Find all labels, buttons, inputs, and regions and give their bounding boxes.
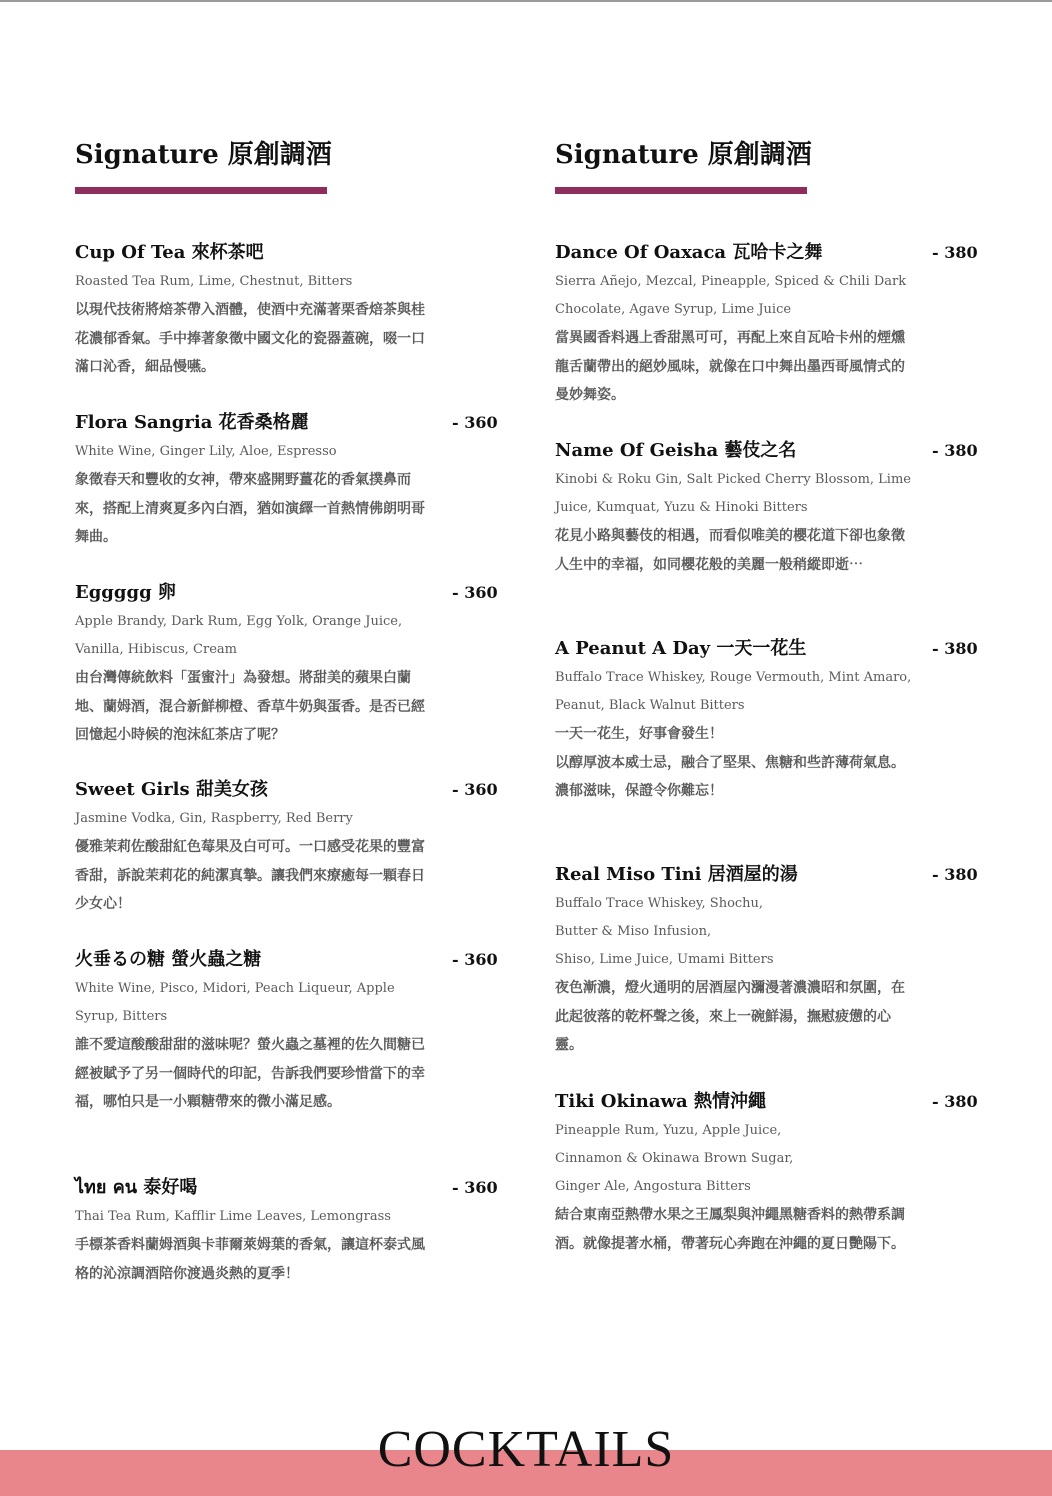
item-price: - 380	[932, 243, 978, 262]
menu-item-dance-of-oaxaca	[555, 240, 995, 410]
menu-item-hotaru-no-tou	[75, 947, 515, 1117]
item-ingredients: Buffalo Trace Whiskey, Shochu, Butter & Miso Infusion, Shiso, Lime Juice, Umami Bitters	[555, 896, 774, 967]
title-underline	[555, 187, 807, 194]
item-description: 誰不愛這酸酸甜甜的滋味呢？螢火蟲之墓裡的佐久間糖已經被賦予了另一個時代的印記，告訴我們要珍惜當下的幸福，哪怕只是一小顆糖帶來的微小滿足感。	[75, 1037, 425, 1110]
item-ingredients: Thai Tea Rum, Kafflir Lime Leaves, Lemongrass	[75, 1209, 391, 1224]
footer-title: COCKTAILS	[377, 1421, 675, 1478]
item-ingredients: Jasmine Vodka, Gin, Raspberry, Red Berry	[75, 811, 353, 826]
menu-item-thai-kon	[75, 1175, 515, 1288]
top-border	[0, 0, 1052, 2]
section-title: Signature 原創調酒	[75, 140, 332, 170]
item-description: 一天一花生，好事會發生！ 以醇厚波本威士忌，融合了堅果、焦糖和些許薄荷氣息。 濃郁滋味，保證令你難忘！	[555, 726, 905, 799]
title-underline	[75, 187, 327, 194]
item-name: Tiki Okinawa 熱情沖繩	[555, 1091, 766, 1112]
item-price: - 360	[452, 780, 498, 799]
item-description: 夜色漸濃，燈火通明的居酒屋內瀰漫著濃濃昭和氛圍，在此起彼落的乾杯聲之後，來上一碗鮮湯，撫慰疲憊的心靈。	[555, 980, 905, 1053]
item-name: ไทย คน 泰好喝	[75, 1177, 198, 1198]
item-description: 以現代技術將焙茶帶入酒體，使酒中充滿著栗香焙茶與桂花濃郁香氣。手中捧著象徵中國文化的瓷器蓋碗，啜一口滿口沁香，細品慢嚥。	[75, 302, 425, 375]
item-name: Eggggg 卵	[75, 582, 176, 603]
item-ingredients: Apple Brandy, Dark Rum, Egg Yolk, Orange Juice, Vanilla, Hibiscus, Cream	[75, 614, 403, 657]
item-name: Cup Of Tea 來杯茶吧	[75, 242, 264, 263]
menu-item-real-miso-tini	[555, 862, 995, 1060]
item-ingredients: Kinobi & Roku Gin, Salt Picked Cherry Blossom, Lime Juice, Kumquat, Yuzu & Hinoki Bitters	[555, 472, 911, 515]
item-description: 花見小路與藝伎的相遇，而看似唯美的櫻花道下卻也象徵人生中的幸福，如同櫻花般的美麗一般稍縱即逝⋯	[555, 528, 905, 573]
item-price: - 380	[932, 865, 978, 884]
item-name: Dance Of Oaxaca 瓦哈卡之舞	[555, 242, 823, 263]
menu-item-tiki-okinawa	[555, 1089, 995, 1258]
item-price: - 360	[452, 1178, 498, 1197]
menu-item-flora-sangria	[75, 410, 515, 552]
item-ingredients: White Wine, Pisco, Midori, Peach Liqueur, Apple Syrup, Bitters	[75, 981, 395, 1024]
item-name: Sweet Girls 甜美女孩	[75, 779, 268, 800]
item-description: 結合東南亞熱帶水果之王鳳梨與沖繩黑糖香料的熱帶系調酒。就像提著水桶，帶著玩心奔跑在沖繩的夏日艷陽下。	[555, 1207, 905, 1252]
item-ingredients: Sierra Añejo, Mezcal, Pineapple, Spiced & Chili Dark Chocolate, Agave Syrup, Lime Juice	[555, 274, 907, 317]
menu-item-eggggg	[75, 580, 515, 750]
section-title: Signature 原創調酒	[555, 140, 812, 170]
item-name: Real Miso Tini 居酒屋的湯	[555, 864, 798, 885]
item-name: Name Of Geisha 藝伎之名	[555, 440, 797, 461]
item-price: - 380	[932, 1092, 978, 1111]
menu-item-a-peanut-a-day	[555, 636, 995, 806]
item-ingredients: Buffalo Trace Whiskey, Rouge Vermouth, Mint Amaro, Peanut, Black Walnut Bitters	[555, 670, 912, 713]
item-price: - 360	[452, 583, 498, 602]
item-price: - 360	[452, 413, 498, 432]
item-ingredients: Roasted Tea Rum, Lime, Chestnut, Bitters	[75, 274, 353, 289]
menu-item-cup-of-tea	[75, 240, 515, 382]
item-name: A Peanut A Day 一天一花生	[555, 638, 807, 659]
item-name: Flora Sangria 花香桑格麗	[75, 412, 309, 433]
item-description: 由台灣傳統飲料「蛋蜜汁」為發想。將甜美的蘋果白蘭地、蘭姆酒，混合新鮮柳橙、香草牛奶與蛋香。是否已經回憶起小時候的泡沫紅茶店了呢？	[75, 670, 425, 743]
item-ingredients: White Wine, Ginger Lily, Aloe, Espresso	[75, 444, 337, 459]
item-price: - 360	[452, 950, 498, 969]
item-price: - 380	[932, 639, 978, 658]
item-name: 火垂るの糖 螢火蟲之糖	[75, 949, 262, 970]
item-description: 象徵春天和豐收的女神，帶來盛開野薑花的香氣撲鼻而來，搭配上清爽夏多內白酒，猶如演繹一首熱情佛朗明哥舞曲。	[75, 472, 425, 545]
item-description: 當異國香料遇上香甜黑可可，再配上來自瓦哈卡州的煙燻龍舌蘭帶出的絕妙風味，就像在口中舞出墨西哥風情式的曼妙舞姿。	[555, 330, 905, 403]
item-price: - 380	[932, 441, 978, 460]
item-ingredients: Pineapple Rum, Yuzu, Apple Juice, Cinnamon & Okinawa Brown Sugar, Ginger Ale, Angostura Bitters	[555, 1123, 794, 1194]
item-description: 優雅茉莉佐酸甜紅色莓果及白可可。一口感受花果的豐富香甜，訴說茉莉花的純潔真摯。讓我們來療癒每一顆春日少女心！	[75, 839, 425, 912]
menu-item-sweet-girls	[75, 777, 515, 919]
item-description: 手標茶香料蘭姆酒與卡菲爾萊姆葉的香氣，讓這杯泰式風格的沁涼調酒陪你渡過炎熱的夏季！	[75, 1237, 425, 1282]
menu-item-name-of-geisha	[555, 438, 995, 579]
